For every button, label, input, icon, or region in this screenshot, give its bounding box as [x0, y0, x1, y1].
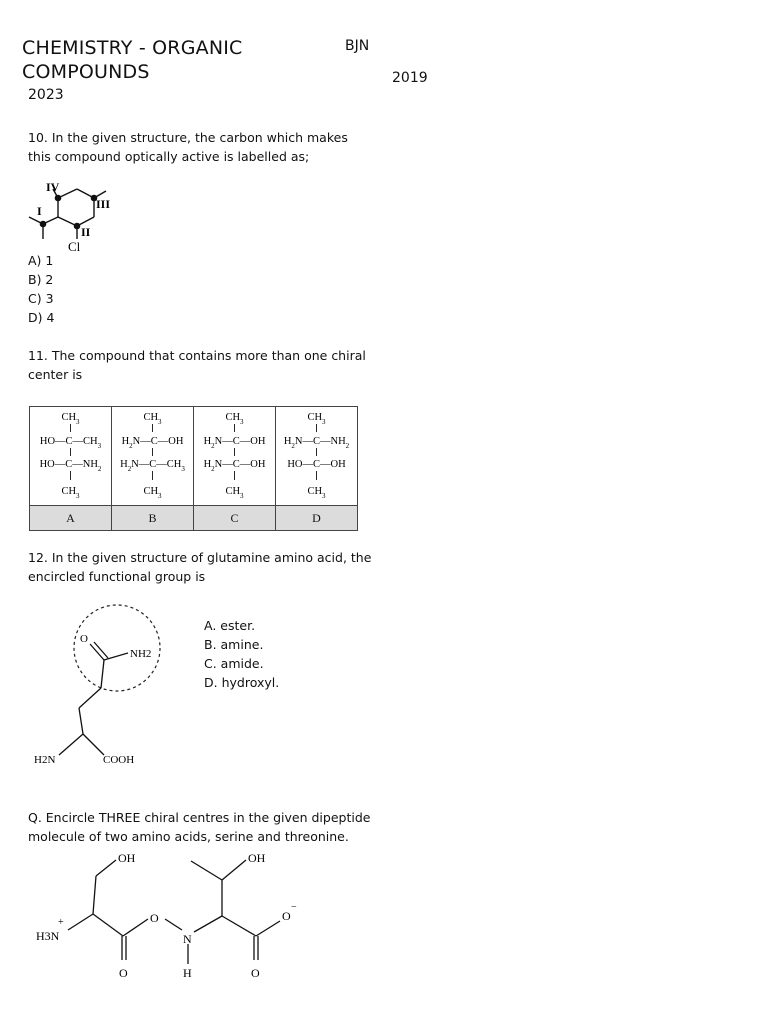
title-year: 2023 [28, 87, 64, 103]
q12-label-nh2: NH2 [130, 648, 152, 660]
q11-structure-d [276, 407, 358, 506]
q10-label-ii: II [81, 225, 91, 239]
fischer-top-group: $CH_3$ [61, 412, 80, 426]
q13-label-minus: − [291, 902, 297, 913]
q11-structure-a [30, 407, 112, 506]
q11-label-row [30, 506, 358, 531]
q11-label-c: C [194, 506, 276, 531]
fischer-projection-a [30, 407, 111, 501]
fischer-projection-b [112, 407, 193, 501]
q10-options [28, 251, 54, 327]
q10-option-b: B) 2 [28, 272, 54, 287]
q11-structure-row [30, 407, 358, 506]
q11-label-a: A [30, 506, 112, 531]
fischer-row-1: $HO—C—CH_3$ [39, 436, 102, 450]
q12-option-a: A. ester. [204, 618, 256, 633]
q10-option-a: A) 1 [28, 253, 54, 268]
fischer-top-group: $CH_3$ [307, 412, 326, 426]
q12-option-c: C. amide. [204, 656, 264, 671]
q10-label-i: I [37, 204, 42, 218]
side-year: 2019 [392, 70, 428, 86]
q13-label-oh-serine: OH [118, 851, 136, 865]
fischer-bottom-group: $CH_3$ [307, 486, 326, 500]
q11-structure-b [112, 407, 194, 506]
q11-structure-c [194, 407, 276, 506]
fischer-bottom-group: $CH_3$ [143, 486, 162, 500]
fischer-row-2: $H_2N—C—OH$ [203, 459, 266, 473]
fischer-row-2: HO—C—OH [287, 459, 346, 470]
fischer-projection-c [194, 407, 275, 501]
fischer-bottom-group: $CH_3$ [61, 486, 80, 500]
q12-option-d: D. hydroxyl. [204, 675, 280, 690]
q10-structure [22, 175, 127, 257]
q12-options [204, 616, 279, 692]
q10-option-c: C) 3 [28, 291, 54, 306]
q13-dipeptide-structure [30, 846, 310, 986]
fischer-top-group: $CH_3$ [143, 412, 162, 426]
q12-label-o: O [80, 633, 88, 645]
title-line-1: CHEMISTRY - ORGANIC [22, 37, 243, 59]
q12-question-line-1: 12. In the given structure of glutamine amino acid, the [28, 550, 372, 565]
fischer-bottom-group: $CH_3$ [225, 486, 244, 500]
q11-compound-table [29, 406, 358, 531]
q13-label-o-carbonyl-2: O [251, 966, 260, 980]
q12-label-h2n: H2N [34, 754, 56, 766]
q13-label-plus: + [58, 917, 64, 928]
q13-label-h: H [183, 966, 192, 980]
q10-option-d: D) 4 [28, 310, 55, 325]
q10-label-iii: III [96, 197, 111, 211]
q13-label-h3n: H3N [36, 929, 60, 943]
q12-label-cooh: COOH [103, 754, 135, 766]
q10-label-iv: IV [46, 180, 60, 194]
q12-glutamine-structure [28, 600, 168, 772]
fischer-row-1: $H_2N—C—NH_2$ [283, 436, 350, 450]
fischer-projection-d [276, 407, 357, 501]
q10-question-line-1: 10. In the given structure, the carbon which makes [28, 130, 348, 145]
q13-label-n: N [183, 932, 192, 946]
q13-question-line-1: Q. Encircle THREE chiral centres in the given dipeptide [28, 810, 371, 825]
q12-option-b: B. amine. [204, 637, 264, 652]
q13-label-o-carbonyl-1: O [119, 966, 128, 980]
q11-question-line-1: 11. The compound that contains more than one chiral [28, 348, 366, 363]
q13-label-oh-threonine: OH [248, 851, 266, 865]
q10-label-cl: Cl [68, 239, 81, 254]
q11-label-b: B [112, 506, 194, 531]
q10-question-line-2: this compound optically active is labelled as; [28, 149, 310, 164]
initials: BJN [345, 38, 370, 54]
q10-question [28, 128, 348, 166]
fischer-top-group: $CH_3$ [225, 412, 244, 426]
fischer-row-1: $H_2N—C—OH$ [203, 436, 266, 450]
fischer-row-1: $H_2N—C—OH$ [121, 436, 184, 450]
q12-question [28, 548, 371, 586]
fischer-row-2: $H_2N—C—CH_3$ [120, 459, 185, 473]
title-line-2: COMPOUNDS [22, 61, 150, 83]
q11-question [28, 346, 366, 384]
q11-label-d: D [276, 506, 358, 531]
q13-question [28, 808, 370, 846]
q13-label-o-ester: O [150, 911, 159, 925]
q12-question-line-2: encircled functional group is [28, 569, 206, 584]
q13-label-o-carboxylate: O [282, 909, 291, 923]
q13-question-line-2: molecule of two amino acids, serine and threonine. [28, 829, 349, 844]
q11-question-line-2: center is [28, 367, 83, 382]
fischer-row-2: $HO—C—NH_2$ [39, 459, 102, 473]
